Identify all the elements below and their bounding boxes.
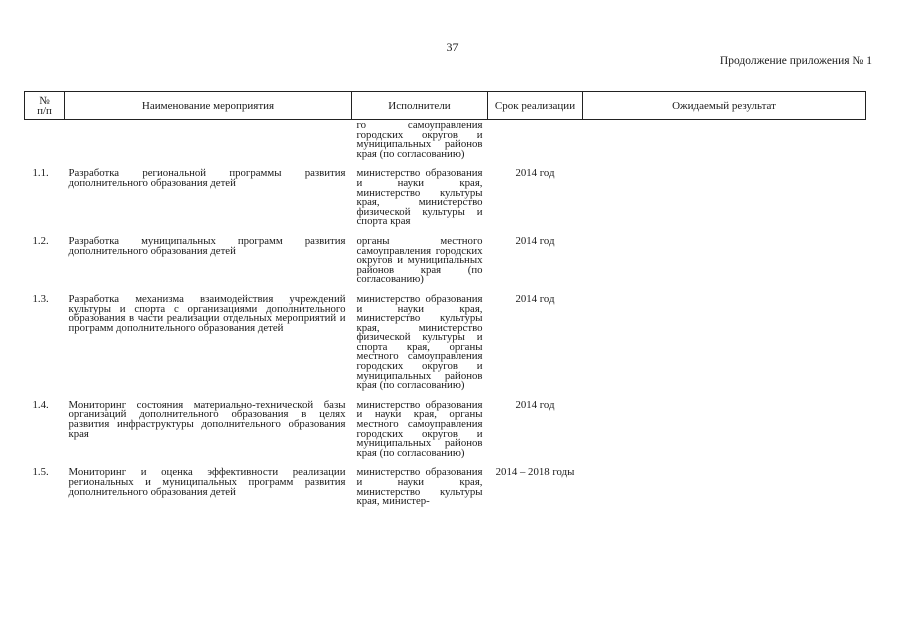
table-row [25,391,866,459]
row-number: 1.4. [32,398,49,411]
row-measure-name: Разработка муниципальных программ развития дополнительного образования детей [68,234,346,257]
row-result [583,285,866,391]
row-executors: министерство образования и науки края, министерство культуры края, министер- [356,466,483,508]
row-result [583,159,866,227]
row-number: 1.1. [32,167,49,180]
row-number [25,120,65,160]
row-result [583,120,866,160]
column-header-name: Наименование мероприятия [65,92,352,120]
row-term: 2014 – 2018 годы [495,466,575,479]
row-term [488,120,583,160]
row-measure-name: Разработка региональной программы развития дополнительного образования детей [68,167,346,189]
row-result [583,227,866,285]
row-number: 1.3. [32,292,49,305]
table-row [25,458,866,506]
row-executors: органы местного самоуправления городских округов и муниципальных районов края (по согласованию) [356,234,483,286]
row-term: 2014 год [515,167,555,180]
row-executors: министерство образования и науки края, органы местного самоуправления городских округов и муниципальных районов края (по согласованию) [356,398,483,459]
table-row [25,159,866,227]
column-header-number: № п/п [25,92,65,120]
row-measure-name [65,120,352,160]
table-header-row [25,92,866,120]
row-measure-name: Мониторинг состояния материально-технической базы организаций дополнительного образования в целях развития инфраструктуры дополнительного образования края [68,398,346,440]
appendix-continuation-label: Продолжение приложения № 1 [719,55,872,67]
row-measure-name: Разработка механизма взаимодействия учреждений культуры и спорта с организациями дополнительного образования в части реализации отдельных мероприятий и программ дополнительного образования детей [68,292,346,334]
row-term: 2014 год [515,292,555,305]
table-row [25,227,866,285]
row-number: 1.2. [32,234,49,247]
column-header-term: Срок реализации [488,92,583,120]
table-row-continued [25,120,866,160]
row-term: 2014 год [515,234,555,247]
row-number: 1.5. [32,466,49,479]
row-term: 2014 год [515,398,555,411]
measures-table [24,91,866,507]
row-measure-name: Мониторинг и оценка эффективности реализации региональных и муниципальных программ развития дополнительного образования детей [68,466,346,498]
row-result [583,458,866,506]
column-header-result: Ожидаемый результат [583,92,866,120]
row-executors: министерство образования и науки края, министерство культуры края, министерство физической культуры и спорта края [356,167,483,228]
column-header-executors: Исполнители [352,92,488,120]
table-row [25,285,866,391]
row-result [583,391,866,459]
row-executors: министерство образования и науки края, министерство культуры края, министерство физической культуры и спорта края, органы местного самоуправления городских округов и муниципальных районов края (по согласованию) [356,292,483,392]
page-number: 37 [446,40,459,54]
row-executors: го самоуправления городских округов и муниципальных районов края (по согласованию) [356,119,483,160]
